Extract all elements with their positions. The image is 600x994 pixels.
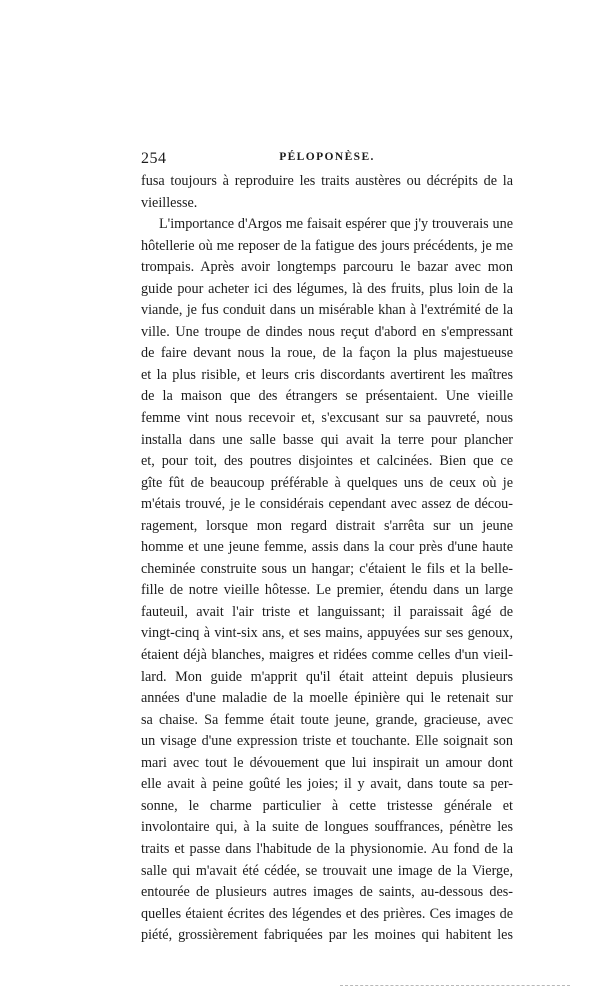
- page-bottom-rule: [340, 985, 570, 986]
- text-line: installa dans une salle basse qui avait la terre pour plancher: [141, 431, 513, 448]
- text-line: années d'une maladie de la moelle épinière qui le retenait sur: [141, 690, 513, 707]
- text-line: hôtellerie où me reposer de la fatigue des jours précédents, je me: [141, 237, 513, 254]
- text-line: m'étais trouvé, je le considérais cependant avec assez de décou-: [141, 496, 513, 513]
- body-text: [141, 171, 513, 947]
- text-line: elle avait à peine goûté les joies; il y avait, dans toute sa per-: [141, 776, 513, 793]
- text-line: sonne, le charme particulier à cette tristesse générale et: [141, 797, 513, 814]
- text-line: fauteuil, avait l'air triste et languissant; il paraissait âgé de: [141, 603, 513, 620]
- text-line: et, pour toit, des poutres disjointes et calcinées. Bien que ce: [141, 453, 513, 470]
- running-title: PÉLOPONÈSE.: [279, 151, 375, 163]
- page-number: 254: [141, 150, 167, 167]
- text-line: gîte fût de beaucoup préférable à quelques uns de ceux où je: [141, 474, 513, 491]
- text-line: entourée de plusieurs autres images de saints, au-dessous des-: [141, 884, 513, 901]
- text-line: vieillesse.: [141, 194, 198, 211]
- text-line: traits et passe dans l'habitude de la physionomie. Au fond de la: [141, 840, 513, 857]
- text-line: un visage d'une expression triste et touchante. Elle soignait son: [141, 733, 513, 750]
- text-line: de la maison que des étrangers se présentaient. Une vieille: [141, 388, 513, 405]
- text-line: lard. Mon guide m'apprit qu'il était atteint depuis plusieurs: [141, 668, 513, 685]
- text-line: étaient déjà blanches, maigres et ridées comme celles d'un vieil-: [141, 647, 513, 664]
- text-line: vingt-cinq à vint-six ans, et ses mains, appuyées sur ses genoux,: [141, 625, 513, 642]
- text-line: salle qui m'avait été cédée, se trouvait une image de la Vierge,: [141, 862, 513, 879]
- text-line: ville. Une troupe de dindes nous reçut d'abord en s'empressant: [141, 323, 513, 340]
- text-line: fusa toujours à reproduire les traits austères ou décrépits de la: [141, 173, 513, 189]
- text-line: ragement, lorsque mon regard distrait s'arrêta sur un jeune: [141, 517, 513, 534]
- text-line: involontaire qui, à la suite de longues souffrances, pénètre les: [141, 819, 513, 836]
- text-line: piété, grossièrement fabriquées par les moines qui habitent les: [141, 927, 513, 944]
- text-line: fille de notre vieille hôtesse. Le premier, étendu dans un large: [141, 582, 513, 599]
- text-line: trompais. Après avoir longtemps parcouru le bazar avec mon: [141, 259, 513, 276]
- text-line: de faire devant nous la roue, de la façon la plus majestueuse: [141, 345, 513, 362]
- text-line: et la plus risible, et leurs cris discordants avertirent les maîtres: [141, 366, 513, 383]
- text-line: cheminée construite sous un hangar; c'étaient le fils et la belle-: [141, 560, 513, 577]
- text-line: homme et une jeune femme, assis dans la cour près d'une haute: [141, 539, 513, 556]
- text-line: quelles étaient écrites des légendes et des prières. Ces images de: [141, 905, 513, 922]
- paragraph-first-line: L'importance d'Argos me faisait espérer que j'y trouverais une: [159, 216, 513, 233]
- text-line: sa chaise. Sa femme était toute jeune, grande, gracieuse, avec: [141, 711, 513, 728]
- text-line: femme vint nous recevoir et, s'excusant sur sa pauvreté, nous: [141, 410, 513, 427]
- running-head: [141, 150, 513, 170]
- text-line: mari avec tout le dévouement que lui inspirait un amour dont: [141, 754, 513, 771]
- text-line: guide pour acheter ici des légumes, là des fruits, plus loin de la: [141, 280, 513, 297]
- text-line: viande, je fus conduit dans un misérable khan à l'extrémité de la: [141, 302, 513, 319]
